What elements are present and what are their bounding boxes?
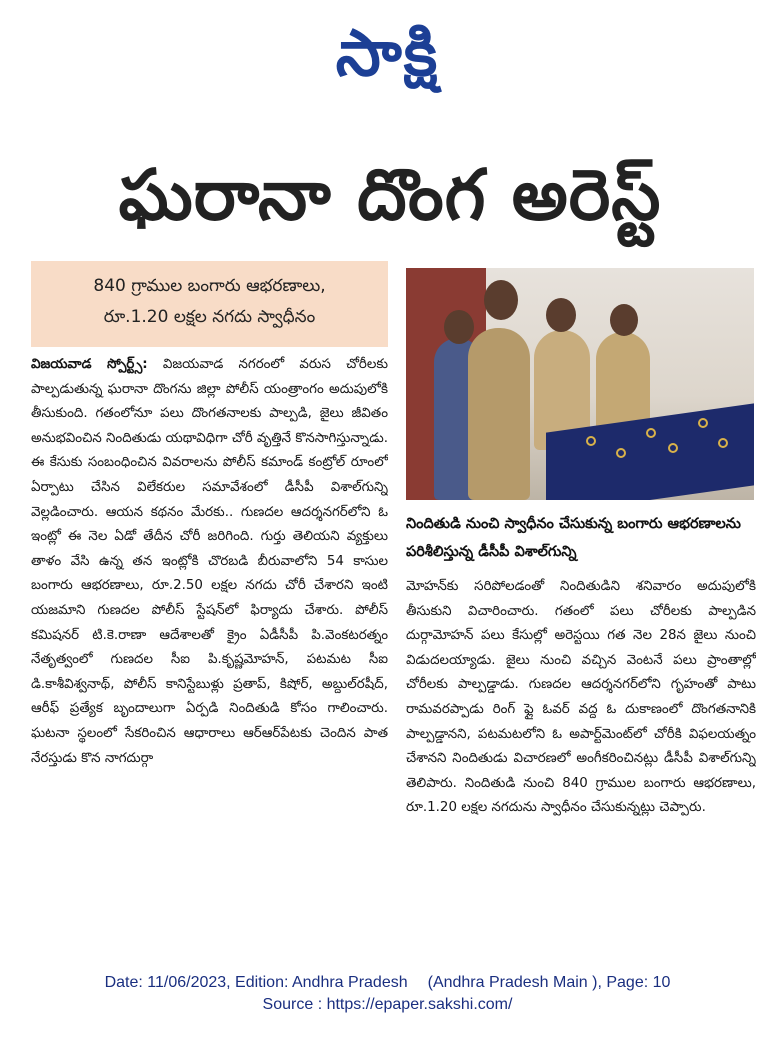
- subhead-line-2: రూ.1.20 లక్షల నగదు స్వాధీనం: [103, 307, 316, 327]
- article-body-right: మోహన్‌కు సరిపోలడంతో నిందితుడిని శనివారం అదుపులోకి తీసుకుని విచారించారు. గతంలో పలు చోరీలకు పాల్పడిన దుర్గామోహన్ పలు కేసుల్లో అరెస్టయి గత నెల 28న జైలు నుంచి విడుదలయ్యాడు. జైలు నుంచి వచ్చిన వెంటనే పలు ప్రాంతాల్లో చోరీలకు పాల్పడ్డాడు. గుణదల ఆదర్శనగర్‌లోని గృహంతో పాటు రామవరప్పాడు రింగ్ ఫ్లై ఓవర్ వద్ద ఓ దుకాణంలో దొంగతనానికి పాల్పడ్డానని, పటమటలోని ఓ అపార్ట్‌మెంట్‌లో చోరీకి విఫలయత్నం చేశానని నిందితుడు విచారణలో అంగీకరించినట్లు డీసీపీ విశాల్‌గున్ని తెలిపారు. నిందితుడి నుంచి 840 గ్రాముల బంగారు ఆభరణాలు, రూ.1.20 లక్షల నగదును స్వాధీనం చేసుకున్నట్లు చెప్పారు.: [406, 579, 756, 816]
- footer-source: Source : https://epaper.sakshi.com/: [262, 996, 513, 1013]
- footer-date: Date: 11/06/2023, Edition: Andhra Pradesh: [104, 974, 408, 991]
- photo-caption: నిందితుడి నుంచి స్వాధీనం చేసుకున్న బంగారు ఆభరణాలను పరిశీలిస్తున్న డీసీపీ విశాల్‌గున్ని: [406, 516, 741, 560]
- article-subhead: [31, 261, 388, 347]
- article-body-left-text: విజయవాడ నగరంలో వరుస చోరీలకు పాల్పడుతున్న ఘరానా దొంగను జిల్లా పోలీస్ యంత్రాంగం అదుపులోకి తీసుకుంది. గతంలోనూ పలు దొంగతనాలకు పాల్పడి, జైలు జీవితం అనుభవించిన నిందితుడు యథావిధిగా చోరీ వృత్తినే కొనసాగిస్తున్నాడు. ఈ కేసుకు సంబంధించిన వివరాలను పోలీస్ కమాండ్ కంట్రోల్ రూంలో ఏర్పాటు చేసిన విలేకరుల సమావేశంలో డీసీపీ విశాల్‌గున్ని వెల్లడించారు. ఆయన కథనం మేరకు.. గుణదల ఆదర్శనగర్‌లోని ఓ ఇంట్లో ఈ నెల ఏడో తేదీన చోరీ జరిగింది. గుర్తు తెలియని వ్యక్తులు తాళం వేసి ఉన్న తన ఇంట్లోకి చొరబడి బీరువాలోని 54 కాసుల బంగారు ఆభరణాలు, రూ.2.50 లక్షల నగదు చోరీ చేశారని ఇంటి యజమాని గుణదల పోలీస్ స్టేషన్‌లో ఫిర్యాదు చేశారు. పోలీస్ కమిషనర్ టి.కె.రాణా ఆదేశాలతో క్రైం ఏడీసీపీ పి.వెంకటరత్నం నేతృత్వంలో గుణదల సీఐ పి.కృష్ణమోహన్, పటమట సీఐ డి.కాశీవిశ్వనాథ్, పోలీస్ కానిస్టేబుళ్లు ప్రతాప్, కిషోర్, అబ్దుల్‌రషీద్, ఆరీఫ్ ప్రత్యేక బృందాలుగా ఏర్పడి నిందితుడి కోసం గాలించారు. ఘటనా స్థలంలో సేకరించిన ఆధారాలు ఆర్ఆర్‌పేటకు చెందిన పాత నేరస్తుడు కొన నాగదుర్గా: [31, 357, 388, 766]
- article-headline: ఘరానా దొంగ అరెస్ట్: [118, 154, 662, 236]
- footer-edition-page: (Andhra Pradesh Main ), Page: 10: [427, 974, 671, 991]
- masthead-logo: సాక్షి: [335, 17, 440, 91]
- article-body-left: [31, 353, 388, 953]
- article-dateline: విజయవాడ స్పోర్ట్స్:: [31, 357, 148, 372]
- subhead-line-1: 840 గ్రాముల బంగారు ఆభరణాలు,: [93, 276, 326, 296]
- page-footer: [0, 972, 775, 1016]
- news-photo: [406, 268, 754, 500]
